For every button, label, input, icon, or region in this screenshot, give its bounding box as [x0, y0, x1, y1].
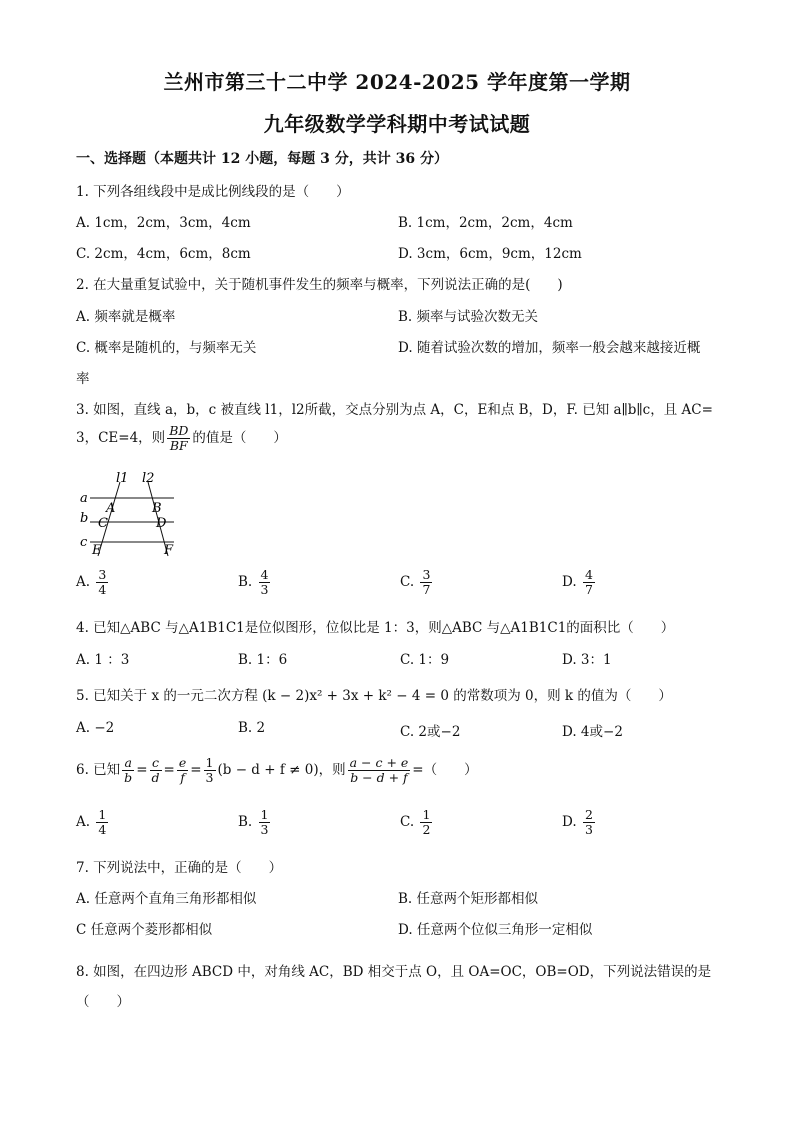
question-6-option-a	[76, 808, 110, 837]
question-5-option-b: B. 2	[238, 720, 266, 736]
question-2-stem: 2. 在大量重复试验中，关于随机事件发生的频率与概率，下列说法正确的是( )	[76, 277, 563, 293]
denominator: f	[180, 769, 185, 785]
option-fraction	[583, 808, 595, 837]
exam-title: 兰州市第三十二中学 2024-2025 学年度第一学期	[163, 70, 631, 94]
label-A: A	[106, 501, 116, 516]
question-3-stem-line2	[76, 424, 287, 453]
question-6-option-b	[238, 808, 272, 837]
numerator: 1	[260, 807, 269, 822]
section-heading: 一、选择题（本题共计 12 小题，每题 3 分，共计 36 分）	[76, 151, 448, 167]
option-fraction	[420, 568, 432, 597]
question-2-option-c: C. 概率是随机的，与频率无关	[76, 340, 257, 356]
numerator: 3	[422, 567, 431, 582]
label-B: B	[152, 501, 162, 516]
question-6-option-d	[562, 808, 597, 837]
option-label: B.	[238, 573, 253, 590]
question-2-option-d-continued: 率	[76, 371, 90, 387]
option-fraction	[96, 568, 108, 597]
numerator: 4	[584, 567, 593, 582]
option-fraction	[96, 808, 108, 837]
option-label: A.	[76, 573, 91, 590]
question-6-stem-pre: 6. 已知	[76, 761, 121, 778]
question-1-option-c: C. 2cm，4cm，6cm，8cm	[76, 246, 251, 262]
denominator: b	[124, 769, 133, 785]
question-3-stem-post: 的值是（ ）	[192, 429, 287, 446]
numerator: a − c + e	[349, 755, 409, 770]
numerator: 2	[584, 807, 593, 822]
label-D: D	[156, 516, 167, 531]
denominator: 3	[584, 821, 593, 837]
exam-subtitle: 九年级数学学科期中考试试题	[263, 112, 531, 136]
question-3-stem-pre: 3，CE=4，则	[76, 429, 166, 446]
label-l2: l2	[142, 471, 155, 486]
denominator: 4	[98, 581, 107, 597]
numerator: c	[150, 756, 162, 771]
denominator: 2	[422, 821, 431, 837]
question-8-stem-line1: 8. 如图，在四边形 ABCD 中，对角线 AC，BD 相交于点 O，且 OA=OC，OB=OD，下列说法错误的是	[76, 964, 712, 980]
option-fraction	[583, 568, 595, 597]
question-6-stem-mid: (b − d + f ≠ 0)，则	[217, 761, 346, 778]
combined-ratio	[348, 756, 411, 785]
parallel-lines-figure	[76, 470, 186, 560]
question-5-option-d: D. 4或−2	[562, 724, 623, 740]
label-a: a	[80, 491, 88, 506]
numerator: e	[178, 755, 187, 770]
question-4-option-a: A. 1 ：3	[76, 652, 130, 668]
denominator: 7	[422, 581, 431, 597]
question-3-stem-line1: 3. 如图，直线 a，b，c 被直线 l1，l2所截，交点分别为点 A，C，E和点 B，D，F. 已知 a∥b∥c，且 AC=	[76, 402, 713, 418]
question-4-option-b: B. 1：6	[238, 652, 288, 668]
option-label: D.	[562, 813, 577, 830]
denominator: 4	[98, 821, 107, 837]
question-1-stem: 1. 下列各组线段中是成比例线段的是（ ）	[76, 184, 350, 200]
label-E: E	[92, 543, 102, 558]
denominator: d	[151, 769, 160, 785]
question-6-stem-post: =（ ）	[412, 761, 478, 778]
question-7-option-d: D. 任意两个位似三角形一定相似	[398, 922, 593, 938]
option-fraction	[259, 808, 271, 837]
option-label: C.	[400, 813, 415, 830]
question-6-stem: 6. 已知 $\frac{a}{b}$ = $\frac{c}{d}$ = $\frac{e}{f}$ = $\frac{1}{3}$ (b − d + f ≠ 0)，则 $\frac{a - c + e}{b - d + f}$ =（ ）	[76, 755, 478, 785]
question-7-stem: 7. 下列说法中，正确的是（ ）	[76, 860, 283, 876]
question-2-option-b: B. 频率与试验次数无关	[398, 309, 539, 325]
question-5-option-c: C. 2或−2	[400, 724, 461, 740]
numerator: 1	[422, 807, 431, 822]
question-8-stem-line2: （ ）	[76, 994, 130, 1010]
label-F: F	[164, 543, 174, 558]
fraction-denominator: BF	[169, 437, 188, 453]
ratio-c-d	[150, 756, 162, 785]
ratio-a-b	[122, 756, 134, 785]
question-3-option-b	[238, 568, 272, 597]
question-3-fraction	[167, 424, 190, 453]
question-5-stem: 5. 已知关于 x 的一元二次方程 (k − 2)x² + 3x + k² − 4 = 0 的常数项为 0，则 k 的值为（ ）	[76, 688, 672, 704]
question-5-option-a: A. −2	[76, 720, 115, 736]
question-6-option-c	[400, 808, 434, 837]
denominator: 3	[260, 821, 269, 837]
denominator: b − d + f	[350, 769, 408, 785]
option-label: C.	[400, 573, 415, 590]
question-4-stem: 4. 已知△ABC 与△A1B1C1是位似图形，位似比是 1：3，则△ABC 与△A1B1C1的面积比（ ）	[76, 620, 675, 636]
denominator: 7	[584, 581, 593, 597]
numerator: 1	[98, 807, 107, 822]
question-2-option-a: A. 频率就是概率	[76, 309, 176, 325]
label-b: b	[80, 511, 89, 526]
option-label: B.	[238, 813, 253, 830]
question-3-option-a	[76, 568, 110, 597]
option-fraction	[420, 808, 432, 837]
question-1-option-a: A. 1cm，2cm，3cm，4cm	[76, 215, 251, 231]
denominator: 3	[260, 581, 269, 597]
question-3-option-d	[562, 568, 597, 597]
question-1-option-b: B. 1cm，2cm，2cm，4cm	[398, 215, 573, 231]
question-7-option-b: B. 任意两个矩形都相似	[398, 891, 539, 907]
denominator: 3	[205, 769, 214, 785]
question-7-option-a: A. 任意两个直角三角形都相似	[76, 891, 257, 907]
question-1-option-d: D. 3cm，6cm，9cm，12cm	[398, 246, 582, 262]
option-label: D.	[562, 573, 577, 590]
numerator: a	[122, 756, 134, 771]
label-c: c	[80, 535, 88, 550]
ratio-e-f	[177, 756, 188, 785]
question-7-option-c: C 任意两个菱形都相似	[76, 922, 213, 938]
label-C: C	[98, 516, 108, 531]
numerator: 3	[98, 567, 107, 582]
numerator: 1	[205, 755, 214, 770]
option-fraction	[259, 568, 271, 597]
question-4-option-c: C. 1：9	[400, 652, 450, 668]
ratio-one-third	[204, 756, 216, 785]
fraction-numerator: BD	[169, 423, 189, 438]
question-4-option-d: D. 3：1	[562, 652, 612, 668]
question-2-option-d: D. 随着试验次数的增加，频率一般会越来越接近概	[398, 340, 701, 356]
label-l1: l1	[116, 471, 129, 486]
option-label: A.	[76, 813, 91, 830]
question-3-option-c	[400, 568, 434, 597]
numerator: 4	[260, 567, 269, 582]
